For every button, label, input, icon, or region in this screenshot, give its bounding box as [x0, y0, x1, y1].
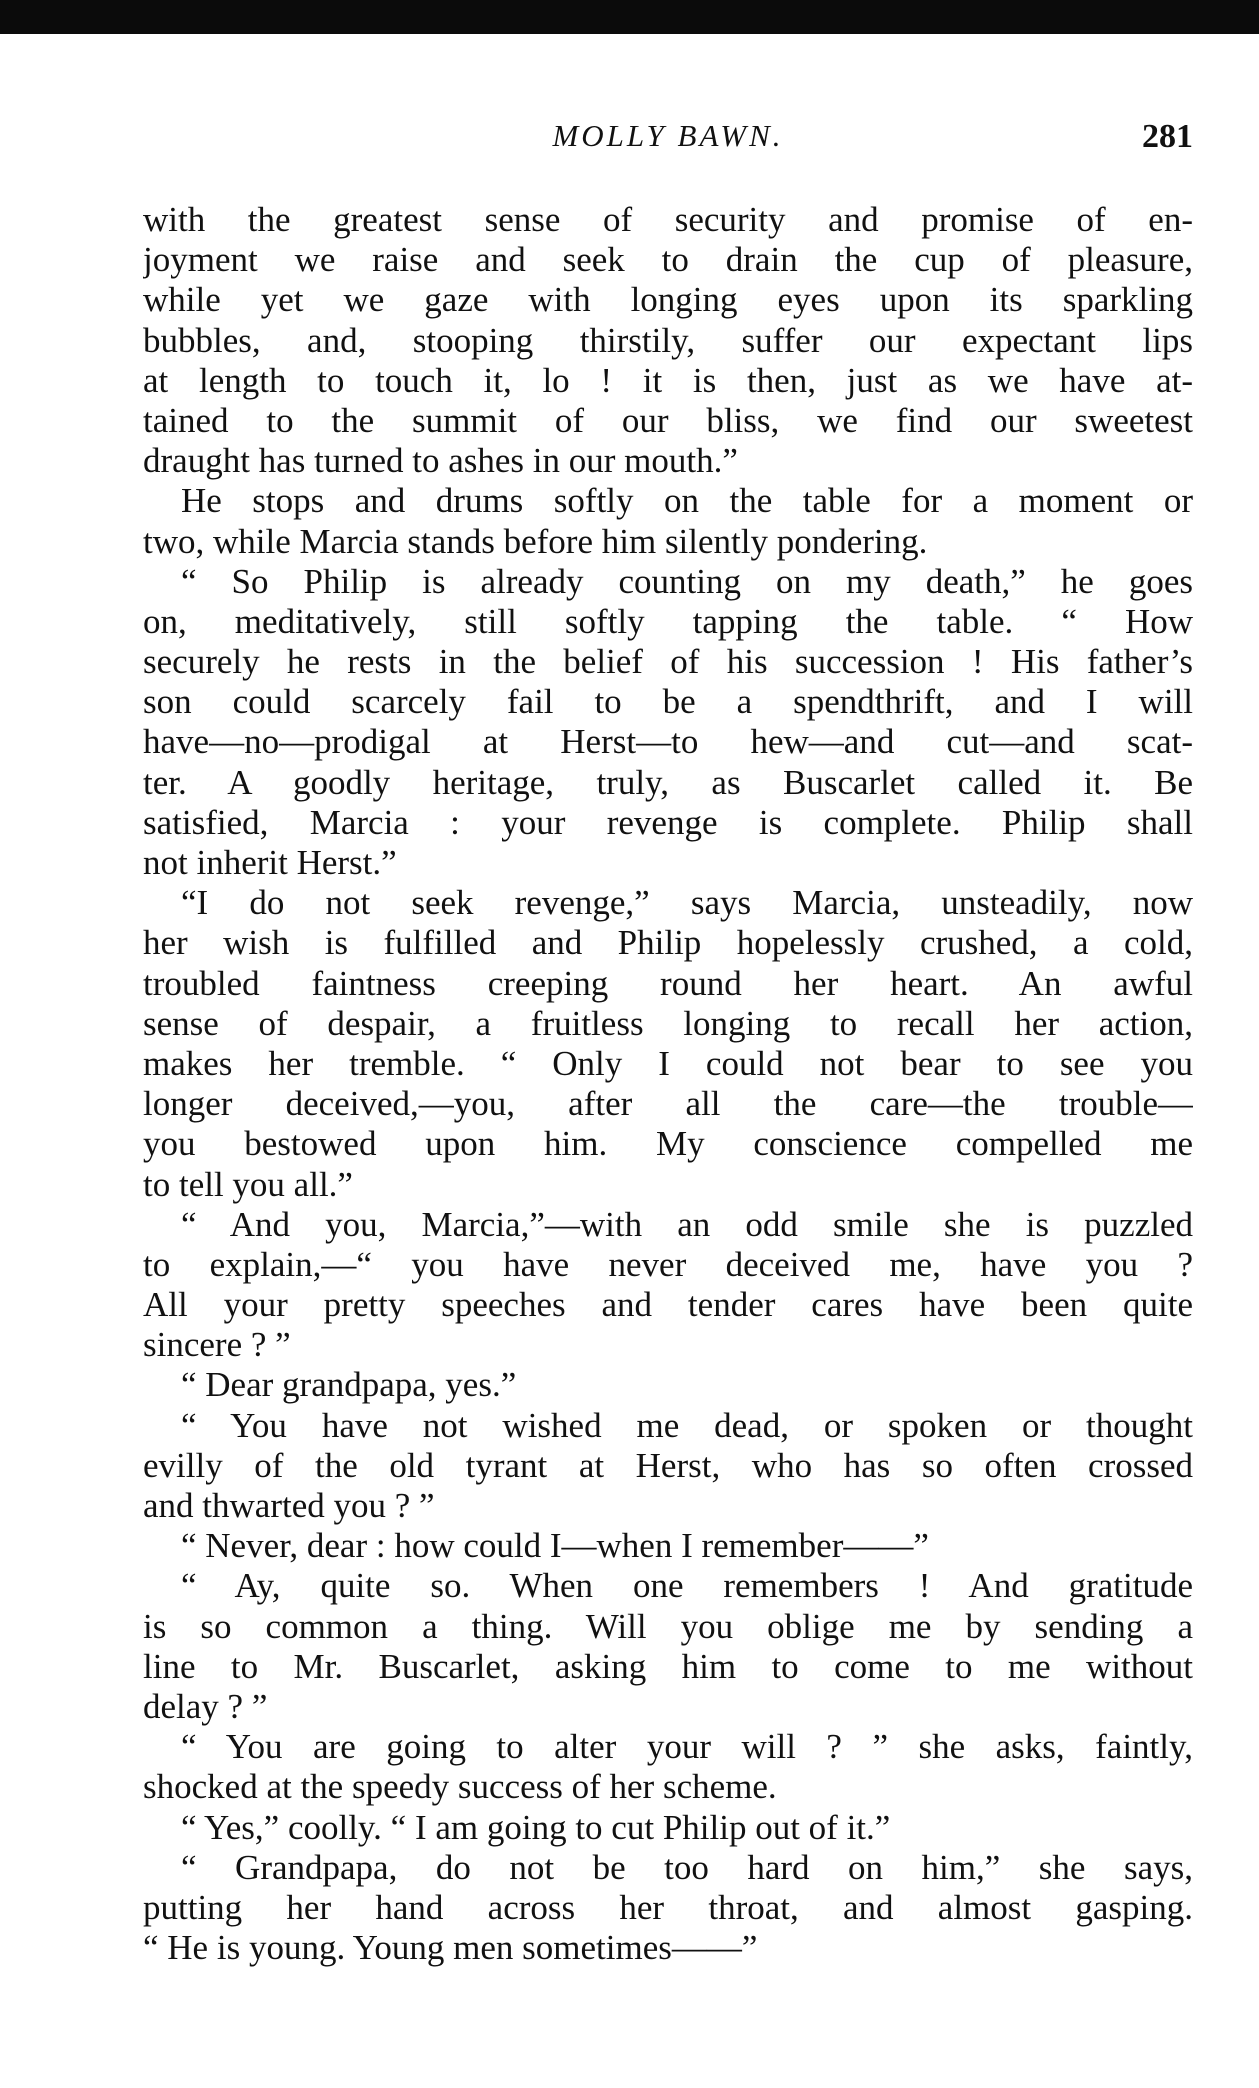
text-line: line to Mr. Buscarlet, asking him to come to me without [143, 1646, 1193, 1686]
text-line: and thwarted you ? ” [143, 1486, 435, 1525]
text-line: ter. A goodly heritage, truly, as Buscarlet called it. Be [143, 762, 1193, 802]
text-line: “ So Philip is already counting on my death,” he goes [181, 561, 1193, 601]
text-line: on, meditatively, still softly tapping the table. “ How [143, 601, 1193, 641]
text-line: “ And you, Marcia,”—with an odd smile she is puzzled [181, 1204, 1193, 1244]
text-line: “ Grandpapa, do not be too hard on him,” she says, [181, 1847, 1193, 1887]
text-line: putting her hand across her throat, and almost gasping. [143, 1887, 1193, 1927]
text-line: tained to the summit of our bliss, we find our sweetest [143, 400, 1193, 440]
text-line: not inherit Herst.” [143, 843, 397, 882]
text-line: evilly of the old tyrant at Herst, who has so often crossed [143, 1445, 1193, 1485]
text-line: troubled faintness creeping round her heart. An awful [143, 963, 1193, 1003]
running-header [143, 118, 1193, 168]
running-title: MOLLY BAWN. [552, 118, 784, 153]
body-text [143, 200, 1193, 1968]
text-line: delay ? ” [143, 1686, 268, 1726]
text-line: “I do not seek revenge,” says Marcia, unsteadily, now [181, 883, 1193, 923]
text-line: draught has turned to ashes in our mouth.” [143, 441, 738, 481]
text-line: “ Dear grandpapa, yes.” [181, 1365, 517, 1405]
page-number: 281 [1142, 118, 1193, 155]
text-line: “ You have not wished me dead, or spoken or thought [181, 1405, 1193, 1445]
text-line: “ He is young. Young men sometimes——” [143, 1928, 758, 1968]
text-line: makes her tremble. “ Only I could not bear to see you [143, 1043, 1193, 1083]
text-line: son could scarcely fail to be a spendthrift, and I will [143, 682, 1193, 722]
text-line: All your pretty speeches and tender cares have been quite [143, 1285, 1193, 1325]
text-line: “ Yes,” coolly. “ I am going to cut Philip out of it.” [181, 1807, 891, 1847]
text-line: “ Ay, quite so. When one remembers ! And gratitude [181, 1566, 1193, 1606]
text-line: “ Never, dear : how could I—when I remember——” [181, 1526, 929, 1566]
text-line: is so common a thing. Will you oblige me by sending a [143, 1606, 1193, 1646]
text-line: to tell you all.” [143, 1164, 353, 1204]
text-line: securely he rests in the belief of his succession ! His father’s [143, 642, 1193, 682]
top-border-rule [0, 0, 1259, 34]
text-line: sincere ? ” [143, 1325, 291, 1365]
text-line: satisfied, Marcia : your revenge is complete. Philip shall [143, 802, 1193, 842]
text-line: while yet we gaze with longing eyes upon its sparkling [143, 280, 1193, 320]
text-line: at length to touch it, lo ! it is then, just as we have at- [143, 360, 1193, 400]
text-line: longer deceived,—you, after all the care—the trouble— [143, 1084, 1193, 1124]
text-line: her wish is fulfilled and Philip hopelessly crushed, a cold, [143, 923, 1193, 963]
text-line: joyment we raise and seek to drain the cup of pleasure, [143, 240, 1193, 280]
text-line: shocked at the speedy success of her scheme. [143, 1767, 777, 1807]
text-line: “ You are going to alter your will ? ” she asks, faintly, [181, 1727, 1193, 1767]
text-line: two, while Marcia stands before him silently pondering. [143, 521, 928, 561]
text-line: you bestowed upon him. My conscience compelled me [143, 1124, 1193, 1164]
text-line: sense of despair, a fruitless longing to recall her action, [143, 1003, 1193, 1043]
text-line: have—no—prodigal at Herst—to hew—and cut—and scat- [143, 722, 1193, 762]
text-line: to explain,—“ you have never deceived me, have you ? [143, 1244, 1193, 1284]
text-line: bubbles, and, stooping thirstily, suffer our expectant lips [143, 320, 1193, 360]
text-line: He stops and drums softly on the table for a moment or [181, 481, 1193, 521]
text-line: with the greatest sense of security and promise of en- [143, 200, 1193, 239]
